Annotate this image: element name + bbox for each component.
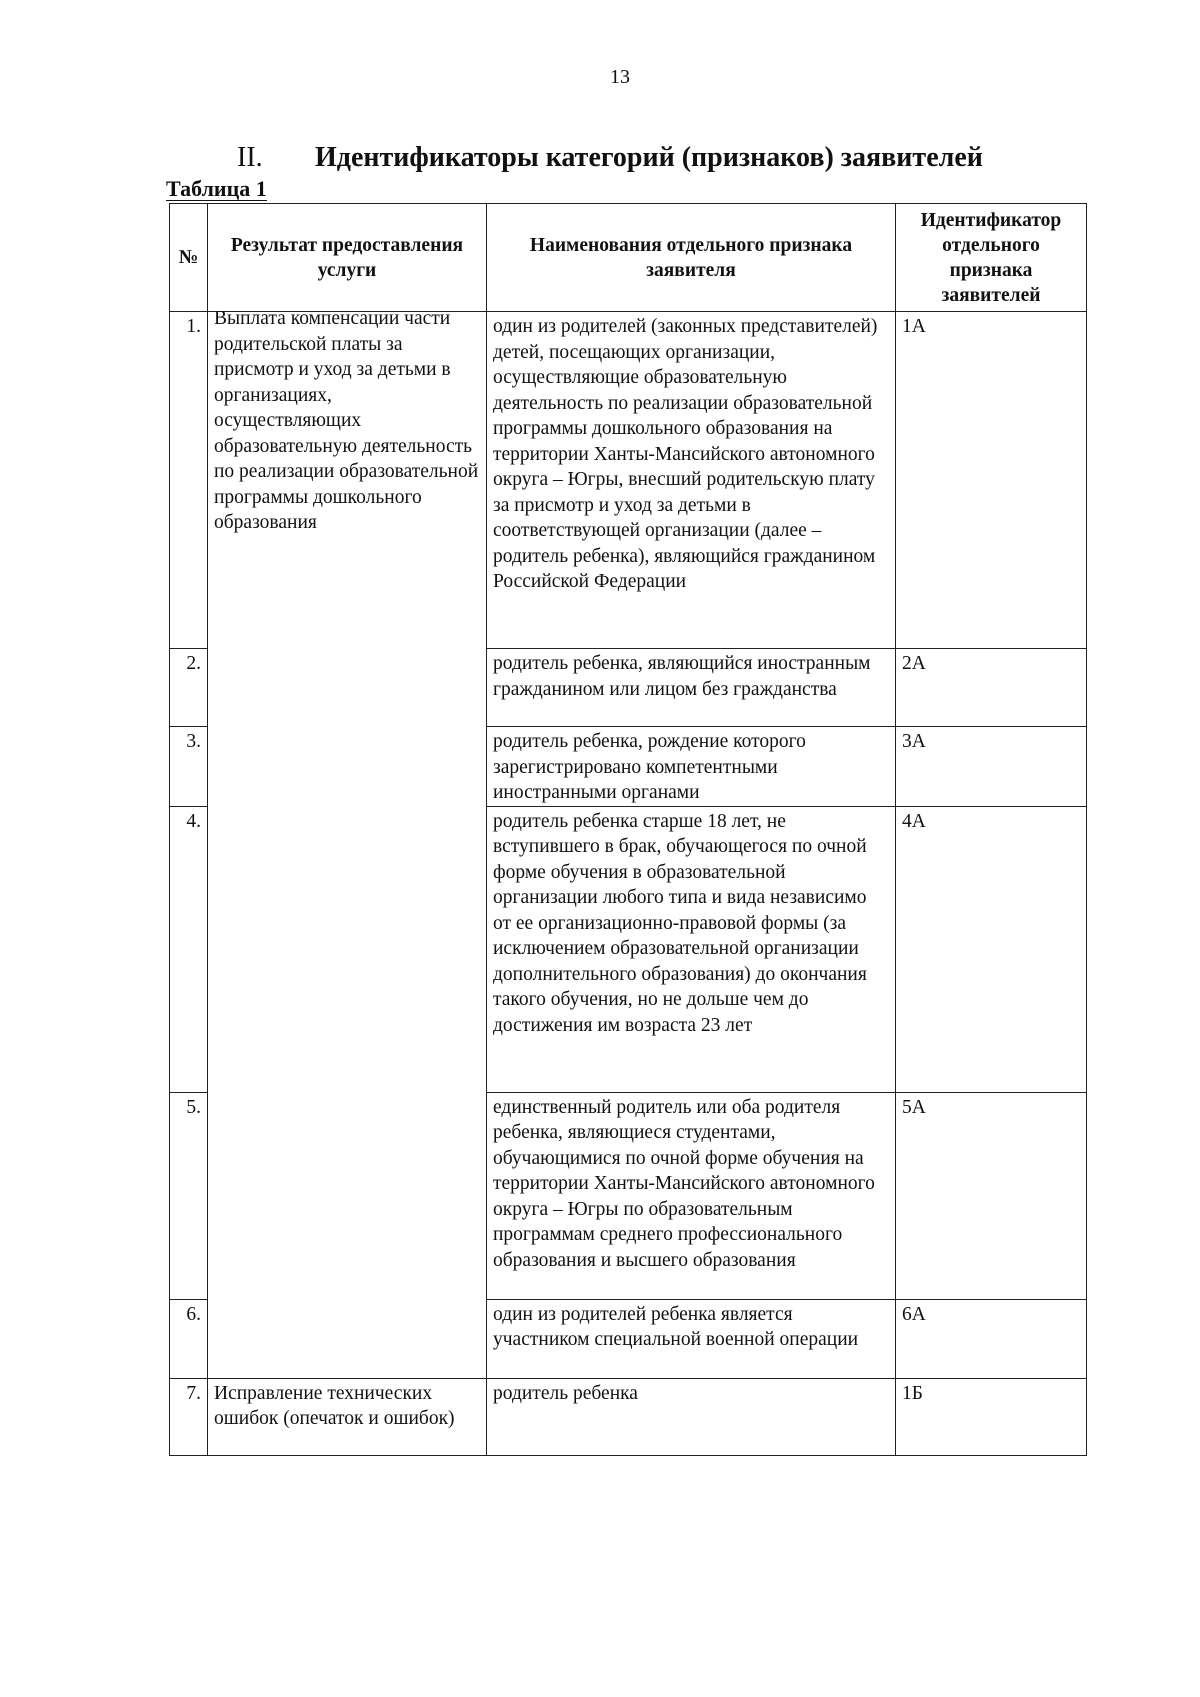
table-caption: Таблица 1 — [166, 176, 267, 201]
feature-cell: один из родителей ребенка является участником специальной военной операции — [487, 1299, 896, 1378]
row-number: 6. — [170, 1299, 208, 1378]
row-number: 3. — [170, 727, 208, 807]
table-header-row — [170, 204, 1087, 312]
feature-cell: родитель ребенка, рождение которого зарегистрировано компетентными иностранными органами — [487, 727, 896, 807]
feature-cell: родитель ребенка старше 18 лет, не вступившего в брак, обучающегося по очной форме обучения в образовательной организации любого типа и вида независимо от ее организационно-правовой формы (за исключением образовательной организации дополнительного образования) до окончания такого обучения, но не дольше чем до достижения им возраста 23 лет — [487, 806, 896, 1092]
table-row — [170, 312, 1087, 649]
row-number: 2. — [170, 649, 208, 727]
feature-cell: один из родителей (законных представителей) детей, посещающих организации, осуществляющие образовательную деятельность по реализации образовательной программы дошкольного образования на территории Ханты-Мансийского автономного округа – Югры, внесший родительскую плату за присмотр и уход за детьми в соответствующей организации (далее – родитель ребенка), являющийся гражданином Российской Федерации — [487, 312, 896, 649]
page-number: 13 — [610, 66, 630, 88]
identifier-cell: 4А — [896, 806, 1087, 1092]
header-num: № — [170, 204, 208, 312]
identifier-cell: 2А — [896, 649, 1087, 727]
identifier-cell: 6А — [896, 1299, 1087, 1378]
identifier-cell: 1Б — [896, 1378, 1087, 1455]
section-number: II. — [237, 142, 263, 173]
row-number: 4. — [170, 806, 208, 1092]
feature-cell: единственный родитель или оба родителя ребенка, являющиеся студентами, обучающимися по очной форме обучения на территории Ханты-Мансийского автономного округа – Югры по образовательным программам среднего профессионального образования и высшего образования — [487, 1092, 896, 1299]
applicant-categories-table — [169, 203, 1087, 1456]
identifier-cell: 1А — [896, 312, 1087, 649]
header-result: Результат предоставления услуги — [208, 204, 487, 312]
header-feature: Наименования отдельного признака заявителя — [487, 204, 896, 312]
table-row — [170, 1378, 1087, 1455]
feature-cell: родитель ребенка, являющийся иностранным гражданином или лицом без гражданства — [487, 649, 896, 727]
result-text: Выплата компенсации части родительской платы за присмотр и уход за детьми в организациях, осуществляющих образовательную деятельность по реализации образовательной программы дошкольного образования — [214, 308, 479, 533]
result-cell-compensation — [208, 308, 487, 1379]
identifier-cell: 3А — [896, 727, 1087, 807]
row-number: 1. — [170, 312, 208, 649]
identifier-cell: 5А — [896, 1092, 1087, 1299]
feature-cell: родитель ребенка — [487, 1378, 896, 1455]
result-cell-correction: Исправление технических ошибок (опечаток и ошибок) — [208, 1378, 487, 1455]
row-number: 7. — [170, 1378, 208, 1455]
row-number: 5. — [170, 1092, 208, 1299]
section-title — [237, 142, 983, 174]
header-identifier: Идентификатор отдельного признака заявителей — [896, 204, 1087, 312]
section-title-text: Идентификаторы категорий (признаков) заявителей — [315, 142, 983, 173]
